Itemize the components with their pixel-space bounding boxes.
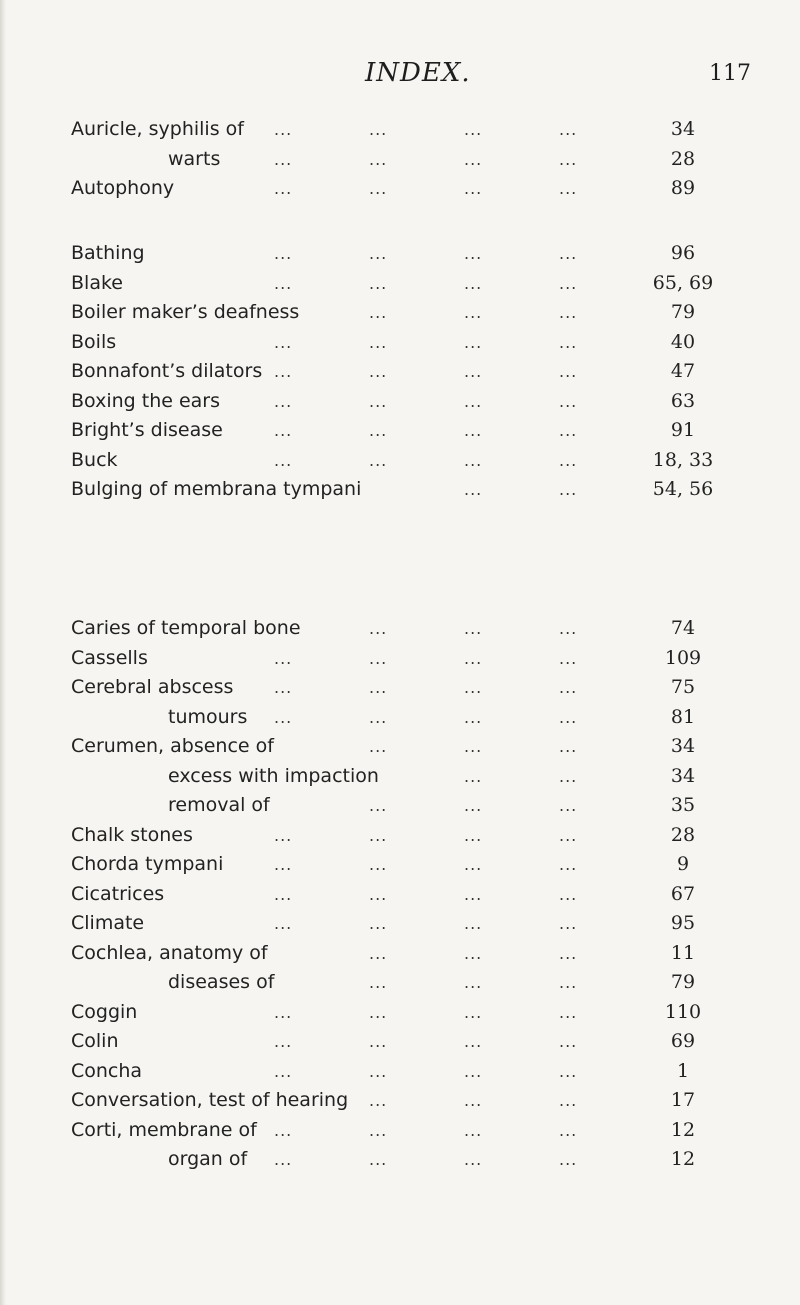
dot-leader: ... bbox=[464, 179, 483, 198]
dot-leader: ... bbox=[369, 914, 388, 933]
index-title: INDEX. bbox=[365, 58, 471, 88]
index-term: Corti, membrane of bbox=[71, 1118, 257, 1141]
page-reference: 67 bbox=[670, 882, 696, 905]
page-reference: 89 bbox=[670, 177, 696, 199]
page-reference: 109 bbox=[664, 646, 702, 669]
index-entry bbox=[0, 673, 800, 703]
dot-leader: ... bbox=[464, 149, 483, 169]
dot-leader: ... bbox=[559, 1091, 578, 1110]
dot-leader: ... bbox=[559, 179, 578, 198]
index-entry bbox=[0, 850, 800, 880]
index-term: Boils bbox=[71, 330, 117, 353]
index-term: Cassells bbox=[71, 646, 148, 669]
dot-leader: ... bbox=[559, 120, 578, 139]
dot-leader: ... bbox=[464, 1061, 483, 1081]
index-entry bbox=[0, 614, 800, 644]
page-reference: 95 bbox=[670, 912, 696, 934]
index-entry bbox=[0, 909, 800, 939]
page-number: 117 bbox=[709, 61, 751, 86]
dot-leader: ... bbox=[274, 1120, 293, 1140]
dot-leader: ... bbox=[559, 421, 578, 440]
dot-leader: ... bbox=[464, 120, 483, 139]
dot-leader: ... bbox=[559, 619, 578, 638]
dot-leader: ... bbox=[274, 273, 293, 293]
dot-leader: ... bbox=[274, 362, 293, 381]
dot-leader: ... bbox=[464, 362, 483, 381]
index-term: Cerumen, absence of bbox=[71, 735, 274, 757]
dot-leader: ... bbox=[369, 619, 388, 638]
dot-leader: ... bbox=[559, 1150, 578, 1169]
dot-leader: ... bbox=[559, 1120, 578, 1140]
dot-leader: ... bbox=[274, 1061, 293, 1081]
dot-leader: ... bbox=[464, 450, 483, 470]
dot-leader: ... bbox=[559, 914, 578, 933]
dot-leader: ... bbox=[369, 120, 388, 139]
index-entry bbox=[0, 357, 800, 387]
dot-leader: ... bbox=[464, 914, 483, 933]
dot-leader: ... bbox=[464, 648, 483, 668]
dot-leader: ... bbox=[559, 391, 578, 411]
index-term: Auricle, syphilis of bbox=[71, 118, 244, 140]
dot-leader: ... bbox=[559, 1061, 578, 1081]
index-entry bbox=[0, 791, 800, 821]
page-reference: 91 bbox=[670, 419, 696, 441]
dot-leader: ... bbox=[559, 707, 578, 727]
index-entry bbox=[0, 762, 800, 792]
dot-leader: ... bbox=[559, 1002, 578, 1022]
dot-leader: ... bbox=[464, 273, 483, 293]
index-term: Cicatrices bbox=[71, 882, 165, 905]
index-entry bbox=[0, 475, 800, 505]
dot-leader: ... bbox=[464, 766, 483, 786]
dot-leader: ... bbox=[464, 480, 483, 499]
dot-leader: ... bbox=[369, 943, 388, 963]
dot-leader: ... bbox=[369, 179, 388, 198]
page-reference: 17 bbox=[670, 1089, 696, 1111]
dot-leader: ... bbox=[559, 973, 578, 992]
dot-leader: ... bbox=[369, 244, 388, 263]
index-entry bbox=[0, 939, 800, 969]
dot-leader: ... bbox=[369, 332, 388, 352]
dot-leader: ... bbox=[369, 1120, 388, 1140]
dot-leader: ... bbox=[369, 149, 388, 169]
dot-leader: ... bbox=[369, 737, 388, 756]
page-reference: 47 bbox=[670, 360, 696, 382]
page-reference: 28 bbox=[670, 147, 696, 170]
index-term: Bright’s disease bbox=[71, 419, 223, 441]
page-reference: 28 bbox=[670, 823, 696, 846]
index-entry bbox=[0, 269, 800, 299]
index-entry bbox=[0, 968, 800, 998]
index-entry bbox=[0, 416, 800, 446]
dot-leader: ... bbox=[369, 1150, 388, 1169]
dot-leader: ... bbox=[559, 737, 578, 756]
index-term: Concha bbox=[71, 1059, 143, 1082]
dot-leader: ... bbox=[369, 1061, 388, 1081]
dot-leader: ... bbox=[274, 648, 293, 668]
index-group-a bbox=[0, 115, 800, 204]
dot-leader: ... bbox=[559, 362, 578, 381]
page-reference: 74 bbox=[670, 617, 696, 639]
dot-leader: ... bbox=[274, 884, 293, 904]
dot-leader: ... bbox=[274, 179, 293, 198]
dot-leader: ... bbox=[369, 1032, 388, 1051]
dot-leader: ... bbox=[369, 648, 388, 668]
dot-leader: ... bbox=[559, 796, 578, 815]
index-term: Bulging of membrana tympani bbox=[71, 478, 362, 500]
dot-leader: ... bbox=[464, 973, 483, 992]
index-entry bbox=[0, 174, 800, 204]
dot-leader: ... bbox=[464, 943, 483, 963]
page-reference: 34 bbox=[670, 118, 696, 140]
page-reference: 11 bbox=[670, 941, 696, 964]
index-term: Bonnafont’s dilators bbox=[71, 360, 263, 382]
index-group-c bbox=[0, 614, 800, 1175]
page-reference: 34 bbox=[670, 764, 696, 787]
dot-leader: ... bbox=[274, 1150, 293, 1169]
dot-leader: ... bbox=[559, 943, 578, 963]
dot-leader: ... bbox=[274, 1002, 293, 1022]
dot-leader: ... bbox=[369, 855, 388, 874]
dot-leader: ... bbox=[274, 391, 293, 411]
dot-leader: ... bbox=[369, 362, 388, 381]
index-entry bbox=[0, 1027, 800, 1057]
index-entry bbox=[0, 1057, 800, 1087]
dot-leader: ... bbox=[369, 707, 388, 727]
dot-leader: ... bbox=[274, 678, 293, 697]
dot-leader: ... bbox=[464, 1120, 483, 1140]
index-term: Autophony bbox=[71, 177, 175, 199]
dot-leader: ... bbox=[274, 450, 293, 470]
index-term: Bathing bbox=[71, 242, 145, 264]
dot-leader: ... bbox=[464, 391, 483, 411]
dot-leader: ... bbox=[369, 1002, 388, 1022]
page-reference: 69 bbox=[670, 1030, 696, 1052]
index-term: Cochlea, anatomy of bbox=[71, 941, 268, 964]
dot-leader: ... bbox=[274, 855, 293, 874]
index-subterm: diseases of bbox=[168, 971, 275, 993]
page-reference: 1 bbox=[676, 1059, 690, 1082]
dot-leader: ... bbox=[559, 678, 578, 697]
dot-leader: ... bbox=[274, 1032, 293, 1051]
index-subterm: removal of bbox=[168, 794, 270, 816]
dot-leader: ... bbox=[559, 855, 578, 874]
dot-leader: ... bbox=[369, 450, 388, 470]
dot-leader: ... bbox=[464, 1091, 483, 1110]
page-reference: 9 bbox=[676, 853, 690, 875]
page-reference: 40 bbox=[670, 330, 696, 353]
dot-leader: ... bbox=[559, 450, 578, 470]
dot-leader: ... bbox=[559, 303, 578, 322]
index-entry bbox=[0, 1145, 800, 1175]
index-entry bbox=[0, 732, 800, 762]
dot-leader: ... bbox=[464, 303, 483, 322]
dot-leader: ... bbox=[464, 855, 483, 874]
page-reference: 79 bbox=[670, 301, 696, 323]
index-term: Boiler maker’s deafness bbox=[71, 301, 300, 323]
index-term: Coggin bbox=[71, 1000, 138, 1023]
dot-leader: ... bbox=[464, 1150, 483, 1169]
index-term: Buck bbox=[71, 448, 118, 471]
dot-leader: ... bbox=[559, 244, 578, 263]
index-entry bbox=[0, 821, 800, 851]
dot-leader: ... bbox=[369, 391, 388, 411]
page-reference: 79 bbox=[670, 971, 696, 993]
index-term: Climate bbox=[71, 912, 145, 934]
dot-leader: ... bbox=[464, 737, 483, 756]
dot-leader: ... bbox=[274, 120, 293, 139]
index-group-b bbox=[0, 239, 800, 505]
dot-leader: ... bbox=[559, 766, 578, 786]
index-entry bbox=[0, 1116, 800, 1146]
index-entry bbox=[0, 644, 800, 674]
dot-leader: ... bbox=[274, 149, 293, 169]
index-entry bbox=[0, 998, 800, 1028]
dot-leader: ... bbox=[559, 480, 578, 499]
index-term: Chorda tympani bbox=[71, 853, 224, 875]
dot-leader: ... bbox=[274, 825, 293, 845]
page-reference: 18, 33 bbox=[652, 448, 714, 471]
dot-leader: ... bbox=[274, 914, 293, 933]
dot-leader: ... bbox=[464, 1032, 483, 1051]
index-entry bbox=[0, 703, 800, 733]
index-term: Boxing the ears bbox=[71, 389, 221, 412]
dot-leader: ... bbox=[464, 678, 483, 697]
page-reference: 96 bbox=[670, 242, 696, 264]
page-reference: 75 bbox=[670, 676, 696, 698]
dot-leader: ... bbox=[274, 421, 293, 440]
page-reference: 35 bbox=[670, 794, 696, 816]
index-subterm: organ of bbox=[168, 1148, 248, 1170]
dot-leader: ... bbox=[559, 1032, 578, 1051]
dot-leader: ... bbox=[464, 619, 483, 638]
dot-leader: ... bbox=[274, 244, 293, 263]
index-entry bbox=[0, 446, 800, 476]
dot-leader: ... bbox=[464, 796, 483, 815]
page-reference: 34 bbox=[670, 735, 696, 757]
dot-leader: ... bbox=[369, 1091, 388, 1110]
index-term: Chalk stones bbox=[71, 823, 193, 846]
dot-leader: ... bbox=[559, 332, 578, 352]
dot-leader: ... bbox=[369, 421, 388, 440]
dot-leader: ... bbox=[464, 825, 483, 845]
index-subterm: warts bbox=[168, 147, 221, 170]
dot-leader: ... bbox=[369, 973, 388, 992]
index-entry bbox=[0, 145, 800, 175]
dot-leader: ... bbox=[274, 332, 293, 352]
dot-leader: ... bbox=[369, 273, 388, 293]
index-entry bbox=[0, 328, 800, 358]
dot-leader: ... bbox=[274, 707, 293, 727]
dot-leader: ... bbox=[369, 825, 388, 845]
page-reference: 63 bbox=[670, 389, 696, 412]
dot-leader: ... bbox=[559, 149, 578, 169]
dot-leader: ... bbox=[559, 884, 578, 904]
page-header bbox=[0, 58, 800, 98]
dot-leader: ... bbox=[369, 884, 388, 904]
index-term: Caries of temporal bone bbox=[71, 617, 301, 639]
page-reference: 54, 56 bbox=[652, 478, 714, 500]
dot-leader: ... bbox=[464, 332, 483, 352]
index-entry bbox=[0, 880, 800, 910]
page-reference: 65, 69 bbox=[652, 271, 714, 294]
index-entry bbox=[0, 239, 800, 269]
dot-leader: ... bbox=[369, 678, 388, 697]
dot-leader: ... bbox=[464, 244, 483, 263]
index-entry bbox=[0, 387, 800, 417]
page-reference: 12 bbox=[670, 1148, 696, 1170]
dot-leader: ... bbox=[464, 884, 483, 904]
index-subterm: tumours bbox=[168, 705, 248, 728]
dot-leader: ... bbox=[559, 273, 578, 293]
index-entry bbox=[0, 115, 800, 145]
dot-leader: ... bbox=[464, 1002, 483, 1022]
page-reference: 12 bbox=[670, 1118, 696, 1141]
dot-leader: ... bbox=[369, 303, 388, 322]
index-term: Blake bbox=[71, 271, 123, 294]
index-entry bbox=[0, 298, 800, 328]
index-term: Colin bbox=[71, 1030, 119, 1052]
index-term: Cerebral abscess bbox=[71, 676, 234, 698]
dot-leader: ... bbox=[559, 825, 578, 845]
dot-leader: ... bbox=[464, 707, 483, 727]
index-entry bbox=[0, 1086, 800, 1116]
page-reference: 110 bbox=[664, 1000, 702, 1023]
dot-leader: ... bbox=[464, 421, 483, 440]
page-reference: 81 bbox=[670, 705, 696, 728]
index-subterm: excess with impaction bbox=[168, 764, 379, 787]
dot-leader: ... bbox=[559, 648, 578, 668]
dot-leader: ... bbox=[369, 796, 388, 815]
index-term: Conversation, test of hearing bbox=[71, 1089, 349, 1111]
